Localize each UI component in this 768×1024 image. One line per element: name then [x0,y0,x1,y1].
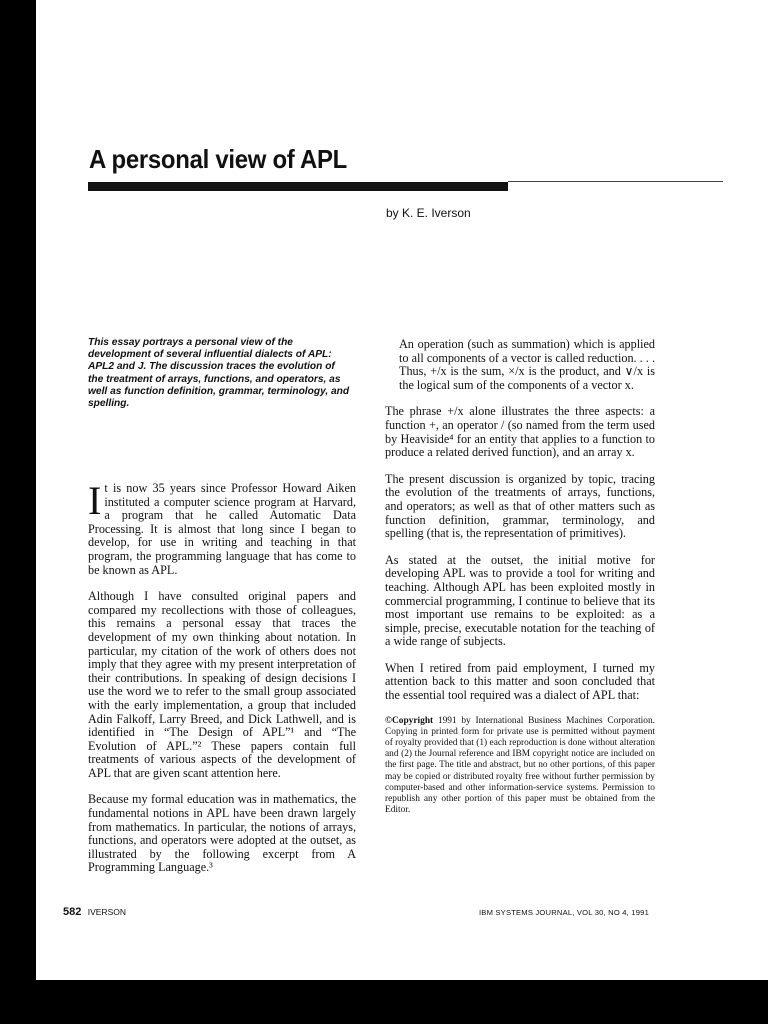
paragraph-3: Because my formal education was in mathematics, the fundamental notions in APL have been drawn largely from mathematics. In particular, the notions of arrays, functions, and operators were adopted at the outset, as illustrated by the following excerpt from A Programming Language.³ [88,792,356,875]
paragraph-6: As stated at the outset, the initial motive for developing APL was to provide a tool for writing and teaching. Although APL has been exploited mostly in commercial programming, I continue to believe that its most important use remains to be exploited: as a simple, precise, executable notation for the teaching of a wide range of subjects. [385,552,655,649]
journal-page [36,0,768,980]
block-quote: An operation (such as summation) which is applied to all components of a vector is called reduction. . . . Thus, +/x is the sum, ×/x is the product, and ∨/x is the logical sum of the components of a vector x. [399,337,655,392]
body-column-left [88,478,356,888]
copyright-notice [385,716,655,817]
paragraph-2: Although I have consulted original papers and compared my recollections with those of colleagues, this remains a personal essay that traces the development of my own thinking about notation. In particular, my citation of the work of others does not imply that they agree with my present interpretation of their contributions. In speaking of design decisions I use the word we to refer to the small group associated with the early implementation, a group that included Adin Falkoff, Larry Breed, and Dick Lathwell, and is identified in “The Design of APL”¹ and “The Evolution of APL.”² These papers contain full treatments of various aspects of the development of APL that are given scant attention here. [88,589,356,780]
title-rule-thick [88,182,508,191]
body-column-right [385,338,655,829]
abstract: This essay portrays a personal view of the development of several influential dialects of APL: APL2 and J. The discussion traces the evolution of the treatment of arrays, functions, and operators, as well as function definition, grammar, terminology, and spelling. [88,337,350,410]
copyright-text: 1991 by International Business Machines Corporation. Copying in printed form for private use is permitted without payment of royalty provided that (1) each reproduction is done without alteration and (2) the Journal reference and IBM copyright notice are included on the first page. The title and abstract, but no other portions, of this paper may be copied or distributed royalty free without further permission by computer-based and other information-service systems. Permission to republish any other portion of this paper must be obtained from the Editor. [385,715,655,816]
paragraph-7: When I retired from paid employment, I turned my attention back to this matter and soon concluded that the essential tool required was a dialect of APL that: [385,660,655,703]
footer-journal: IBM SYSTEMS JOURNAL, VOL 30, NO 4, 1991 [479,908,649,917]
drop-cap: I [88,478,102,523]
article-title: A personal view of APL [89,144,347,174]
title-rule-thin [508,181,723,182]
author-byline: by K. E. Iverson [386,206,471,220]
page-number: 582 [63,906,82,918]
paragraph-5: The present discussion is organized by topic, tracing the evolution of the treatments of arrays, functions, and operators; as well as that of other matters such as function definition, grammar, terminology, and spelling (that is, the representation of primitives). [385,471,655,541]
paragraph-intro [88,478,356,577]
footer-left [63,906,126,918]
paragraph-4: The phrase +/x alone illustrates the three aspects: a function +, an operator / (so named from the term used by Heaviside⁴ for an entity that applies to a function to produce a related derived function), and an array x. [385,404,655,460]
copyright-label: ©Copyright [385,715,434,726]
intro-text: t is now 35 years since Professor Howard Aiken instituted a computer science program at Harvard, a program that he called Automatic Data Processing. It is almost that long since I began to develop, for use in writing and teaching in that program, the programming language that has come to be known as APL. [88,481,356,577]
footer-author: IVERSON [87,907,126,917]
